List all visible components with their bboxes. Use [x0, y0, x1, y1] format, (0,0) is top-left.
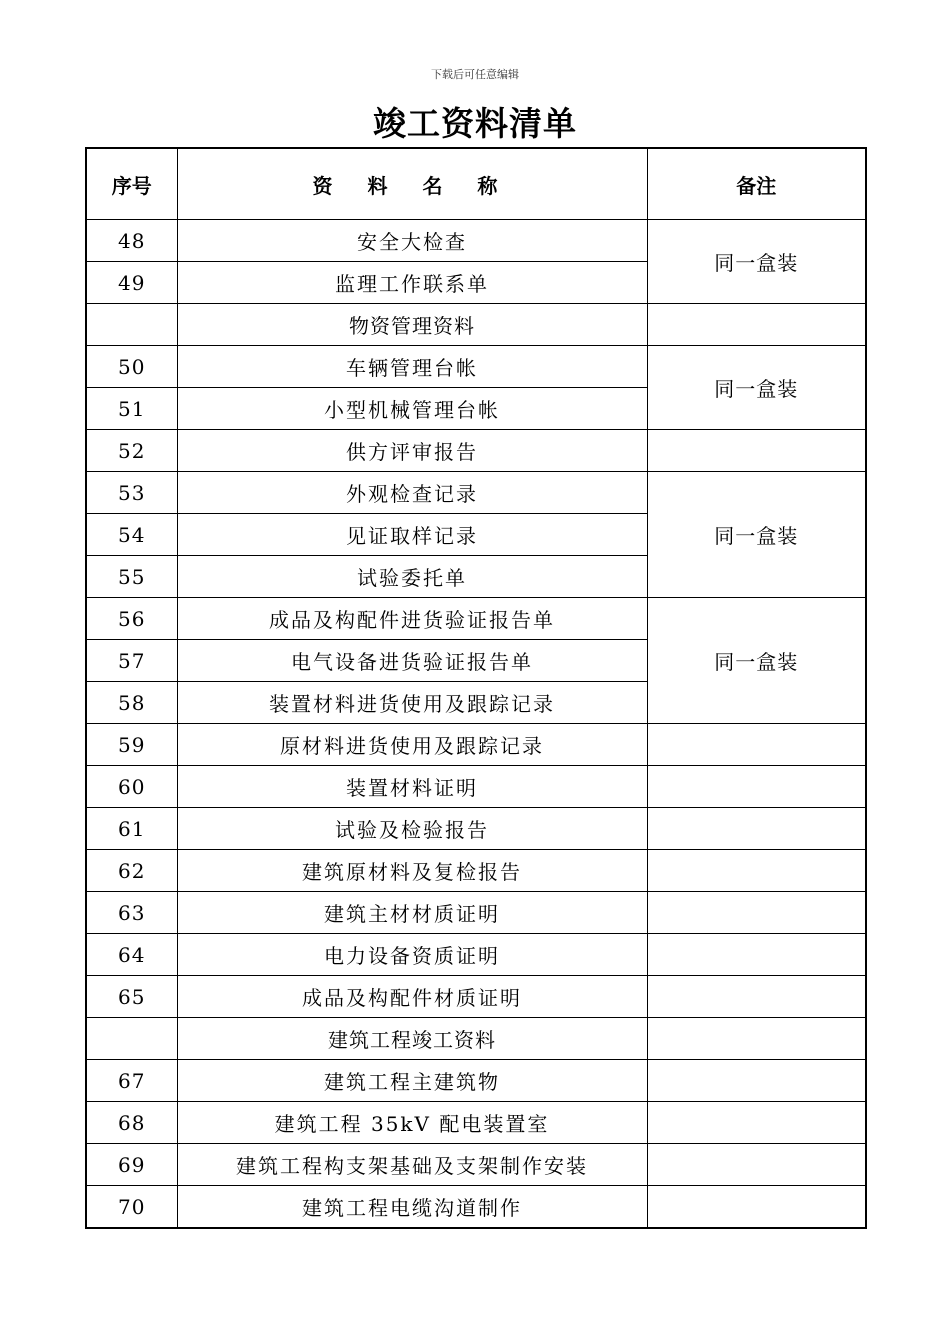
- table-row: [86, 1144, 866, 1186]
- row-number: 51: [86, 388, 177, 430]
- item-name: 建筑原材料及复检报告: [177, 850, 647, 892]
- row-number: 70: [86, 1186, 177, 1229]
- row-number: 59: [86, 724, 177, 766]
- row-number: 63: [86, 892, 177, 934]
- item-name: 成品及构配件材质证明: [177, 976, 647, 1018]
- item-name: 试验委托单: [177, 556, 647, 598]
- item-name: 外观检查记录: [177, 472, 647, 514]
- table-row: [86, 472, 866, 514]
- item-remark: [647, 892, 866, 934]
- item-remark: [647, 724, 866, 766]
- item-remark: [647, 976, 866, 1018]
- item-name: 装置材料进货使用及跟踪记录: [177, 682, 647, 724]
- item-remark: 同一盒装: [647, 598, 866, 724]
- section-heading: 物资管理资料: [177, 304, 647, 346]
- item-name: 建筑工程主建筑物: [177, 1060, 647, 1102]
- column-header-remark: 备注: [647, 148, 866, 220]
- row-number: 69: [86, 1144, 177, 1186]
- item-name: 供方评审报告: [177, 430, 647, 472]
- item-remark: [647, 1186, 866, 1229]
- item-name: 监理工作联系单: [177, 262, 647, 304]
- item-remark: [647, 1018, 866, 1060]
- item-remark: 同一盒装: [647, 346, 866, 430]
- column-header-name: 资 料 名 称: [177, 148, 647, 220]
- table-row: [86, 934, 866, 976]
- item-remark: [647, 850, 866, 892]
- row-number: 64: [86, 934, 177, 976]
- item-remark: [647, 808, 866, 850]
- row-number: 48: [86, 220, 177, 262]
- table-row: [86, 1060, 866, 1102]
- row-number: 49: [86, 262, 177, 304]
- table-row: [86, 598, 866, 640]
- table-row: [86, 220, 866, 262]
- table-row: [86, 1186, 866, 1229]
- item-name: 建筑工程构支架基础及支架制作安装: [177, 1144, 647, 1186]
- table-row: [86, 346, 866, 388]
- item-remark: [647, 934, 866, 976]
- table-row: [86, 430, 866, 472]
- item-name: 原材料进货使用及跟踪记录: [177, 724, 647, 766]
- item-remark: [647, 766, 866, 808]
- item-name: 见证取样记录: [177, 514, 647, 556]
- section-row: [86, 1018, 866, 1060]
- item-name: 电力设备资质证明: [177, 934, 647, 976]
- item-remark: 同一盒装: [647, 472, 866, 598]
- section-row: [86, 304, 866, 346]
- item-name: 装置材料证明: [177, 766, 647, 808]
- row-number: 65: [86, 976, 177, 1018]
- row-number: 62: [86, 850, 177, 892]
- table-row: [86, 976, 866, 1018]
- row-number: 58: [86, 682, 177, 724]
- item-name: 建筑工程电缆沟道制作: [177, 1186, 647, 1229]
- section-heading: 建筑工程竣工资料: [177, 1018, 647, 1060]
- item-name: 小型机械管理台帐: [177, 388, 647, 430]
- item-name: 电气设备进货验证报告单: [177, 640, 647, 682]
- row-number: 61: [86, 808, 177, 850]
- table-row: [86, 850, 866, 892]
- item-remark: [647, 304, 866, 346]
- column-header-no: 序号: [86, 148, 177, 220]
- item-name: 建筑主材材质证明: [177, 892, 647, 934]
- table-row: [86, 766, 866, 808]
- item-remark: [647, 1144, 866, 1186]
- item-remark: [647, 430, 866, 472]
- item-remark: [647, 1102, 866, 1144]
- row-number: 68: [86, 1102, 177, 1144]
- item-remark: [647, 1060, 866, 1102]
- document-list-table: [85, 147, 867, 1229]
- table-row: [86, 724, 866, 766]
- item-name: 成品及构配件进货验证报告单: [177, 598, 647, 640]
- row-number: 60: [86, 766, 177, 808]
- table-header-row: [86, 148, 866, 220]
- row-number: 56: [86, 598, 177, 640]
- row-number: 57: [86, 640, 177, 682]
- row-number: 54: [86, 514, 177, 556]
- row-number: 52: [86, 430, 177, 472]
- table-row: [86, 1102, 866, 1144]
- table-row: [86, 808, 866, 850]
- row-number: 55: [86, 556, 177, 598]
- row-number: [86, 1018, 177, 1060]
- item-remark: 同一盒装: [647, 220, 866, 304]
- table-row: [86, 892, 866, 934]
- row-number: 67: [86, 1060, 177, 1102]
- item-name: 试验及检验报告: [177, 808, 647, 850]
- page-title: 竣工资料清单: [373, 104, 577, 143]
- header-note: 下载后可任意编辑: [431, 68, 519, 81]
- row-number: 53: [86, 472, 177, 514]
- item-name: 安全大检查: [177, 220, 647, 262]
- row-number: [86, 304, 177, 346]
- item-name: 车辆管理台帐: [177, 346, 647, 388]
- row-number: 50: [86, 346, 177, 388]
- item-name: 建筑工程 35kV 配电装置室: [177, 1102, 647, 1144]
